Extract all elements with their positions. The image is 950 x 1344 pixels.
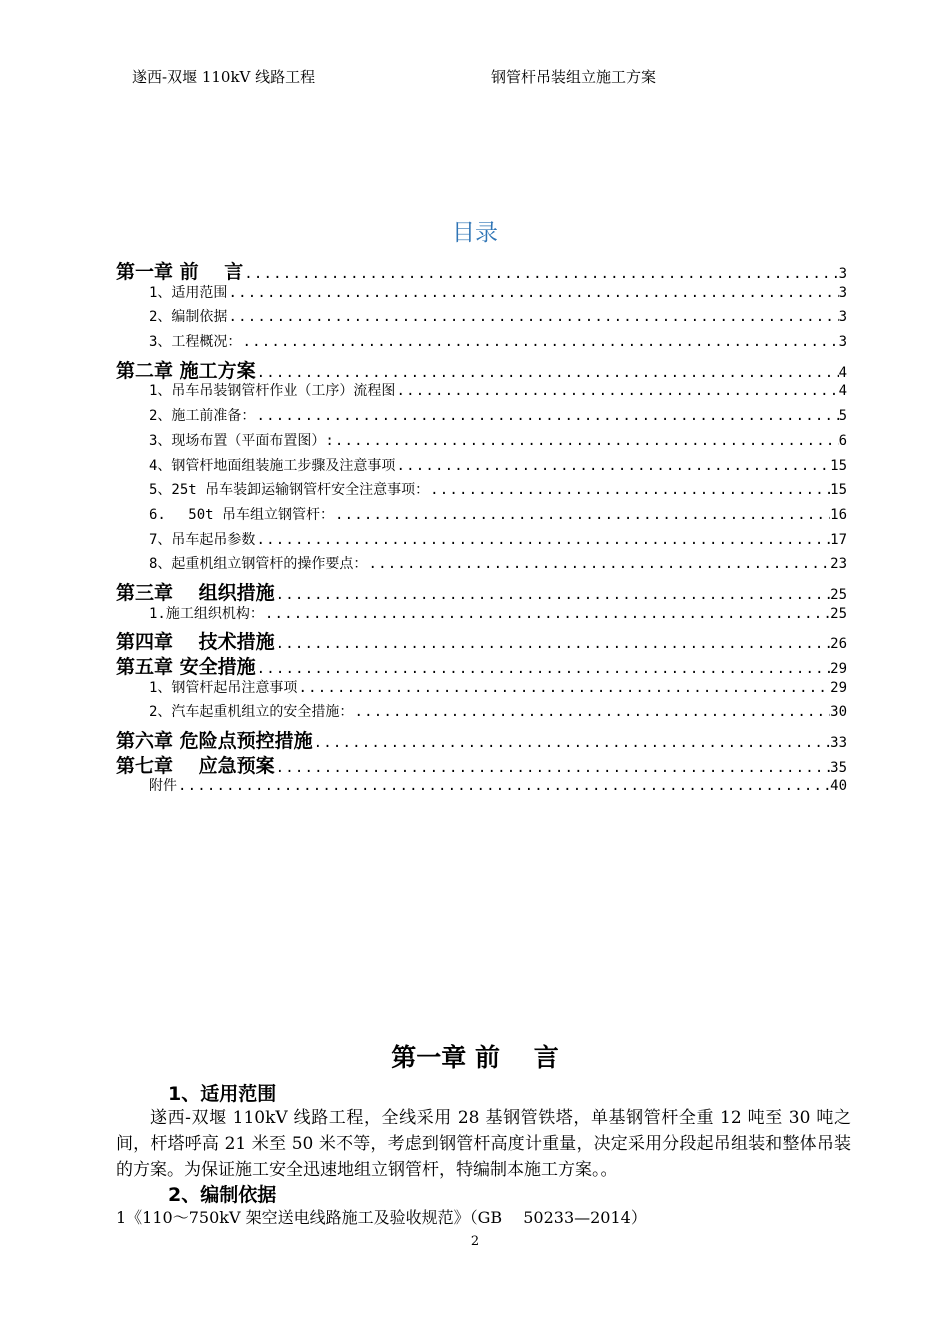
toc-leader-dots xyxy=(255,408,838,424)
toc-chapter-entry[interactable] xyxy=(116,726,847,751)
toc-entry-label: 5、25t 吊车装卸运输钢管杆安全注意事项： xyxy=(149,482,430,499)
toc-leader-dots xyxy=(227,285,838,301)
toc-entry-label: 第六章 危险点预控措施 xyxy=(116,730,313,751)
toc-leader-dots xyxy=(255,532,830,548)
toc-leader-dots xyxy=(275,636,831,652)
toc-section-entry[interactable] xyxy=(116,677,847,702)
toc-chapter-entry[interactable] xyxy=(116,356,847,381)
toc-leader-dots xyxy=(313,735,831,751)
reference-item: 1《110～750kV 架空送电线路施工及验收规范》（GB 50233—2014） xyxy=(116,1208,647,1227)
toc-page-number: 15 xyxy=(830,482,847,499)
section-heading-basis: 2、编制依据 xyxy=(168,1184,277,1206)
scope-paragraph: 遂西-双堰 110kV 线路工程，全线采用 28 基钢管铁塔，单基钢管杆全重 12 吨至 30 吨之间，杆塔呼高 21 米至 50 米不等，考虑到钢管杆高度计重量，决定采用分段起吊组装和整体吊装的方案。为保证施工安全迅速地组立钢管杆，特编制本施工方案。。 xyxy=(116,1108,851,1180)
toc-page-number: 29 xyxy=(830,661,847,677)
toc-leader-dots xyxy=(275,587,831,603)
toc-leader-dots xyxy=(275,760,831,776)
toc-leader-dots xyxy=(256,661,831,677)
toc-page-number: 33 xyxy=(830,735,847,751)
toc-entry-label: 第七章 应急预案 xyxy=(116,754,275,776)
toc-section-entry[interactable] xyxy=(116,775,847,800)
toc-entry-label: 第四章 技术措施 xyxy=(116,631,275,652)
toc-entry-label: 1.施工组织机构： xyxy=(149,605,264,622)
toc-chapter-entry[interactable] xyxy=(116,257,847,282)
toc-page-number: 3 xyxy=(838,334,847,351)
toc-entry-label: 8、起重机组立钢管杆的操作要点： xyxy=(149,556,368,573)
toc-page-number: 25 xyxy=(830,586,847,603)
toc-section-entry[interactable] xyxy=(116,380,847,405)
section-heading-scope: 1、适用范围 xyxy=(168,1083,277,1105)
toc-entry-label: 2、编制依据 xyxy=(149,309,228,326)
toc-entry-label: 第三章 组织措施 xyxy=(116,581,275,603)
toc-leader-dots xyxy=(395,458,830,474)
toc-page-number: 29 xyxy=(830,679,847,696)
toc-section-entry[interactable] xyxy=(116,553,847,578)
toc-leader-dots xyxy=(429,482,830,498)
toc-page-number: 5 xyxy=(838,408,847,425)
toc-page-number: 16 xyxy=(830,506,847,523)
toc-page-number: 3 xyxy=(838,266,847,282)
toc-section-entry[interactable] xyxy=(116,430,847,455)
toc-leader-dots xyxy=(334,507,830,523)
toc-page-number: 35 xyxy=(830,759,847,776)
toc-leader-dots xyxy=(241,334,838,350)
toc-title: 目录 xyxy=(452,220,498,246)
toc-entry-label: 2、汽车起重机组立的安全措施： xyxy=(149,704,354,721)
toc-page-number: 26 xyxy=(830,636,847,652)
toc-page-number: 17 xyxy=(830,531,847,548)
toc-leader-dots xyxy=(334,433,839,449)
toc-chapter-entry[interactable] xyxy=(116,652,847,677)
toc-entry-label: 3、工程概况： xyxy=(149,334,242,351)
toc-leader-dots xyxy=(367,556,830,572)
toc-section-entry[interactable] xyxy=(116,405,847,430)
toc-entry-label: 1、适用范围 xyxy=(149,284,228,301)
page-number: 2 xyxy=(470,1234,480,1249)
toc-chapter-entry[interactable] xyxy=(116,751,847,776)
toc-page-number: 25 xyxy=(830,605,847,622)
toc-entry-label: 6. 50t 吊车组立钢管杆： xyxy=(149,506,335,523)
toc-section-entry[interactable] xyxy=(116,282,847,307)
toc-section-entry[interactable] xyxy=(116,529,847,554)
toc-page-number: 4 xyxy=(838,383,847,400)
toc-leader-dots xyxy=(297,680,830,696)
toc-page-number: 3 xyxy=(838,284,847,301)
toc-section-entry[interactable] xyxy=(116,331,847,356)
toc-page-number: 15 xyxy=(830,457,847,474)
toc-section-entry[interactable] xyxy=(116,603,847,628)
toc-leader-dots xyxy=(243,266,838,282)
toc-entry-label: 1、钢管杆起吊注意事项 xyxy=(149,679,298,696)
toc-entry-label: 7、吊车起吊参数 xyxy=(149,531,256,548)
toc-leader-dots xyxy=(227,309,838,325)
toc-section-entry[interactable] xyxy=(116,306,847,331)
header-project-name: 遂西-双堰 110kV 线路工程 xyxy=(132,68,316,86)
toc-leader-dots xyxy=(353,704,830,720)
toc-section-entry[interactable] xyxy=(116,455,847,480)
toc-leader-dots xyxy=(395,383,838,399)
toc-entry-label: 附件 xyxy=(149,778,177,795)
toc-page-number: 40 xyxy=(830,778,847,795)
toc-leader-dots xyxy=(264,606,830,622)
toc-entry-label: 第五章 安全措施 xyxy=(116,656,256,677)
toc-page-number: 3 xyxy=(838,309,847,326)
toc-chapter-entry[interactable] xyxy=(116,627,847,652)
toc-entry-label: 1、吊车吊装钢管杆作业（工序）流程图 xyxy=(149,383,396,400)
toc-entry-label: 2、施工前准备： xyxy=(149,408,256,425)
toc-leader-dots xyxy=(177,778,830,794)
toc-section-entry[interactable] xyxy=(116,504,847,529)
toc-chapter-entry[interactable] xyxy=(116,578,847,603)
chapter-heading: 第一章 前 言 xyxy=(391,1043,559,1072)
toc-entry-label: 4、钢管杆地面组装施工步骤及注意事项 xyxy=(149,457,396,474)
toc-entry-label: 第一章 前 言 xyxy=(116,261,244,282)
toc-page-number: 6 xyxy=(838,432,847,449)
toc-entry-label: 3、现场布置（平面布置图）: xyxy=(149,432,334,449)
toc-section-entry[interactable] xyxy=(116,701,847,726)
toc-section-entry[interactable] xyxy=(116,479,847,504)
toc-page-number: 4 xyxy=(838,364,847,381)
toc-page-number: 30 xyxy=(830,704,847,721)
toc-leader-dots xyxy=(256,365,839,381)
table-of-contents xyxy=(116,257,847,800)
toc-entry-label: 第二章 施工方案 xyxy=(116,359,256,381)
header-document-title: 钢管杆吊装组立施工方案 xyxy=(491,68,657,86)
toc-page-number: 23 xyxy=(830,556,847,573)
